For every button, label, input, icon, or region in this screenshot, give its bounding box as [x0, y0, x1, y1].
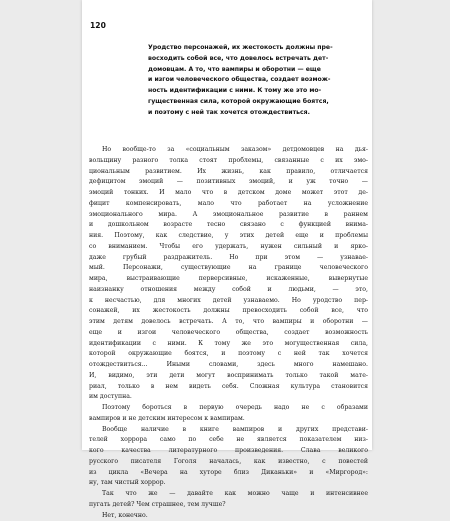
body-line: этим детям довелось встречать. А то, что вампиры и оборотни —: [89, 317, 368, 328]
body-line: дефицитом эмоций — позитивных эмоций, и уж точно —: [89, 177, 368, 188]
body-line: Вообще наличие в книге вампиров и других представи-: [89, 425, 368, 436]
pull-quote-line: домовцам. А то, что вампиры и оборотни — еще: [148, 65, 366, 76]
body-line: эмоционального мира. А эмоциональное развитие в раннем: [89, 210, 368, 221]
body-line: еще и изгои человеческого общества, создает возможность: [89, 328, 368, 339]
body-text: [89, 145, 368, 521]
body-line: телей хоррора само по себе не является показателем низ-: [89, 435, 368, 446]
pull-quote-line: Уродство персонажей, их жестокость должны пре-: [148, 43, 366, 54]
pull-quote-line: ность идентификации с ними. К тому же это мо-: [148, 86, 366, 97]
body-line: кого качества литературного произведения. Слава великого: [89, 446, 368, 457]
body-line: ну, там чистый хоррор.: [89, 478, 368, 489]
body-line: пугать детей? Чем страшнее, тем лучше?: [89, 500, 368, 511]
body-line: мый. Персонажи, существующие на границе человеческого: [89, 263, 368, 274]
body-line: наизнанку отношения между собой и людьми, — это,: [89, 285, 368, 296]
body-line: и дошкольном возрасте тесно связано с функцией внима-: [89, 220, 368, 231]
book-page: [82, 0, 372, 450]
pull-quote-line: восходить собой все, что довелось встречать дет-: [148, 54, 366, 65]
body-line: Нет, конечно.: [89, 511, 368, 521]
body-line: риал, только в нем видеть себя. Сложная культура становится: [89, 382, 368, 393]
body-line: эмоций тонких. И мало что в детском доме может этот де-: [89, 188, 368, 199]
body-line: Так что же — давайте как можно чаще и интенсивнее: [89, 489, 368, 500]
body-line: отождествиться... Иными словами, здесь много намешано.: [89, 360, 368, 371]
body-line: даже грубый раздражитель. Но при этом — узнавае-: [89, 253, 368, 264]
pull-quote-line: гущественная сила, которой окружающие боятся,: [148, 97, 366, 108]
body-line: И, видимо, эти дети могут воспринимать только такой мате-: [89, 371, 368, 382]
body-line: Поэтому бороться в первую очередь надо не с образами: [89, 403, 368, 414]
pull-quote-line: и поэтому с ней так хочется отождествиться.: [148, 108, 366, 119]
body-line: фицит компенсировать, мало что работает на усложнение: [89, 199, 368, 210]
body-line: ния. Поэтому, как следствие, у этих детей еще и проблемы: [89, 231, 368, 242]
pull-quote: [148, 43, 366, 118]
pull-quote-line: и изгои человеческого общества, создает возмож-: [148, 75, 366, 86]
body-line: которой окружающие боятся, и поэтому с ней так хочется: [89, 349, 368, 360]
body-line: идентификации с ними. К тому же это могущественная сила,: [89, 339, 368, 350]
body-line: к несчастью, для многих детей узнаваемо. Но уродство пер-: [89, 296, 368, 307]
body-line: им доступна.: [89, 392, 368, 403]
body-line: из цикла «Вечера на хуторе близ Диканьки» и «Миргород»:: [89, 468, 368, 479]
body-line: сонажей, их жестокость должны превосходить собой все, что: [89, 306, 368, 317]
body-line: со вниманием. Чтобы его удержать, нужен сильный и ярко-: [89, 242, 368, 253]
body-line: вампиров и не детским интересом к вампирам.: [89, 414, 368, 425]
body-line: циональным развитием. Их жизнь, как правило, отличается: [89, 167, 368, 178]
body-line: русского писателя Гоголя началась, как известно, с повестей: [89, 457, 368, 468]
page-number: 120: [90, 21, 106, 30]
body-line: Но вообще-то за «социальным заказом» детдомовцев на дья-: [89, 145, 368, 156]
body-line: вольщину разного толка стоят проблемы, связанные с их эмо-: [89, 156, 368, 167]
body-line: мира, выстраивающие перверсивные, искаженные, вывернутые: [89, 274, 368, 285]
